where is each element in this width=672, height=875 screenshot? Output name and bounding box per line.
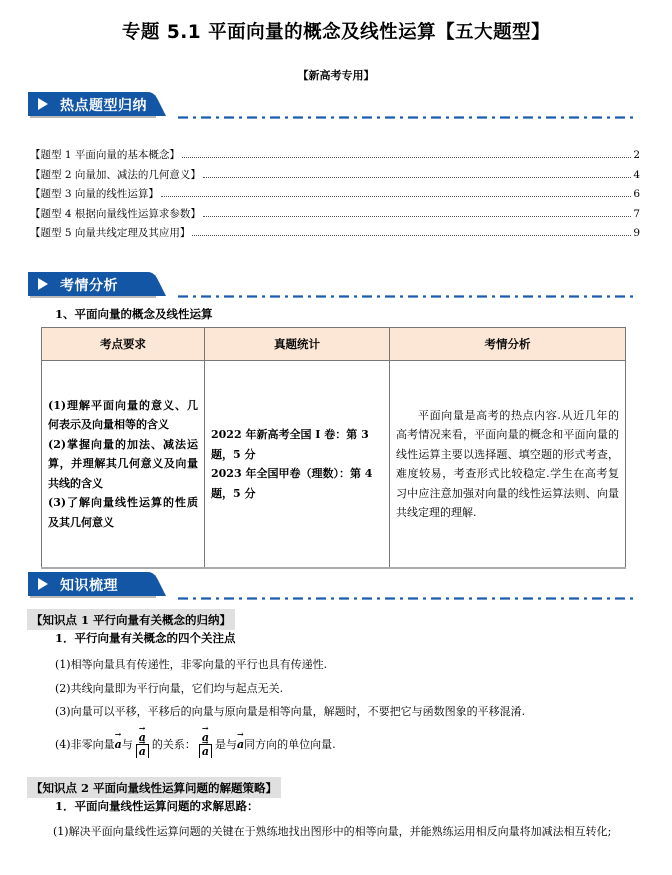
toc-leader-dots — [182, 157, 631, 158]
unit-vector-fraction — [136, 731, 149, 758]
toc-leader-dots — [203, 177, 631, 178]
toc-item-label[interactable]: 【题型 2 向量加、减法的几何意义】 — [30, 168, 201, 181]
knowledge-point-heading: 1．平行向量有关概念的四个关注点 — [55, 631, 236, 645]
toc-item-page: 4 — [633, 168, 640, 181]
item4-suffix: 同方向的单位向量. — [244, 738, 336, 751]
item4-is-with: 是与 — [215, 738, 238, 751]
requirement-item: (2)掌握向量的加法、减法运算，并理解其几何意义及向量共线的含义 — [48, 437, 198, 490]
knowledge-item: (1)解决平面向量线性运算问题的关键在于熟练地找出图形中的相等向量，并能熟练运用相反向量将加减法相互转化; — [53, 825, 612, 838]
toc-leader-dots — [161, 196, 631, 197]
dash-dot-divider — [178, 597, 636, 600]
table-of-contents — [30, 147, 640, 245]
toc-leader-dots — [203, 216, 631, 217]
exam-heading: 1、平面向量的概念及线性运算 — [55, 307, 213, 321]
stats-cell — [205, 361, 390, 569]
toc-item[interactable] — [30, 206, 640, 226]
play-triangle-icon — [38, 578, 48, 590]
knowledge-item: (2)共线向量即为平行向量，它们均与起点无关. — [55, 682, 284, 695]
toc-item-label[interactable]: 【题型 5 向量共线定理及其应用】 — [30, 227, 191, 239]
vector-a: → a — [115, 738, 122, 751]
vector-a: → a — [139, 731, 146, 744]
knowledge-point-tag: 【知识点 1 平行向量有关概念的归纳】 — [27, 609, 235, 630]
vector-a: → a — [202, 731, 209, 744]
requirement-item: (3)了解向量线性运算的性质及其几何意义 — [48, 496, 198, 529]
toc-item-page: 9 — [633, 227, 640, 239]
toc-item-page: 6 — [633, 188, 640, 200]
exam-analysis-table — [41, 327, 626, 569]
item4-prefix: (4)非零向量 — [55, 738, 115, 751]
knowledge-point-heading: 1．平面向量线性运算问题的求解思路： — [55, 799, 259, 813]
toc-item[interactable] — [30, 147, 640, 167]
requirement-item: (1)理解平面向量的意义、几何表示及向量相等的含义 — [48, 398, 198, 432]
section-banner-knowledge — [28, 572, 168, 596]
magnitude-bars — [136, 745, 149, 758]
section-banner-exam-analysis — [28, 272, 168, 296]
vector-a: → a — [139, 745, 146, 758]
analysis-cell — [390, 361, 626, 569]
play-triangle-icon — [38, 278, 48, 290]
stat-item: 2022 年新高考全国 I 卷：第 3 题，5 分 — [211, 428, 369, 461]
knowledge-item-4 — [55, 724, 336, 764]
toc-item[interactable] — [30, 186, 640, 206]
knowledge-item: (3)向量可以平移，平移后的向量与原向量是相等向量，解题时，不要把它与函数图象的平移混淆. — [55, 705, 526, 718]
toc-item[interactable] — [30, 167, 640, 187]
table-header-row — [42, 328, 626, 361]
toc-item[interactable] — [30, 225, 640, 245]
document-title: 专题 5.1 平面向量的概念及线性运算【五大题型】 — [121, 22, 551, 43]
toc-leader-dots — [192, 235, 631, 236]
section-label: 考情分析 — [60, 278, 118, 294]
play-triangle-icon — [38, 98, 48, 110]
column-header: 真题统计 — [205, 328, 390, 361]
document-subtitle: 【新高考专用】 — [297, 69, 375, 82]
vector-a: → a — [202, 745, 209, 758]
item4-relation: 的关系： — [151, 738, 196, 751]
magnitude-bars — [199, 745, 212, 758]
analysis-text: 平面向量是高考的热点内容.从近几年的高考情况来看，平面向量的概念和平面向量的线性运算主要以选择题、填空题的形式考查，难度较易，考查形式比较稳定.学生在高考复习中应注意加强对向量的线性运算法则、向量共线定理的理解. — [396, 408, 619, 519]
knowledge-point-tag: 【知识点 2 平面向量线性运算问题的解题策略】 — [27, 777, 281, 798]
dash-dot-divider — [178, 295, 636, 298]
requirements-cell — [42, 361, 205, 569]
column-header: 考点要求 — [42, 328, 205, 361]
toc-item-page: 7 — [633, 207, 640, 220]
stat-item: 2023 年全国甲卷（理数）：第 4 题，5 分 — [211, 467, 373, 500]
toc-item-page: 2 — [633, 149, 640, 161]
section-label: 知识梳理 — [60, 578, 118, 594]
section-banner-hot-types — [28, 92, 168, 116]
section-label: 热点题型归纳 — [60, 98, 147, 114]
column-header: 考情分析 — [390, 328, 626, 361]
knowledge-item: (1)相等向量具有传递性，非零向量的平行也具有传递性. — [55, 658, 328, 671]
table-row — [42, 361, 626, 569]
dash-dot-divider — [178, 116, 636, 119]
unit-vector-fraction — [199, 731, 212, 758]
vector-a: → a — [237, 738, 244, 751]
item4-mid: 与 — [121, 738, 133, 751]
toc-item-label[interactable]: 【题型 1 平面向量的基本概念】 — [30, 149, 180, 161]
toc-item-label[interactable]: 【题型 4 根据向量线性运算求参数】 — [30, 207, 201, 220]
toc-item-label[interactable]: 【题型 3 向量的线性运算】 — [30, 188, 159, 200]
